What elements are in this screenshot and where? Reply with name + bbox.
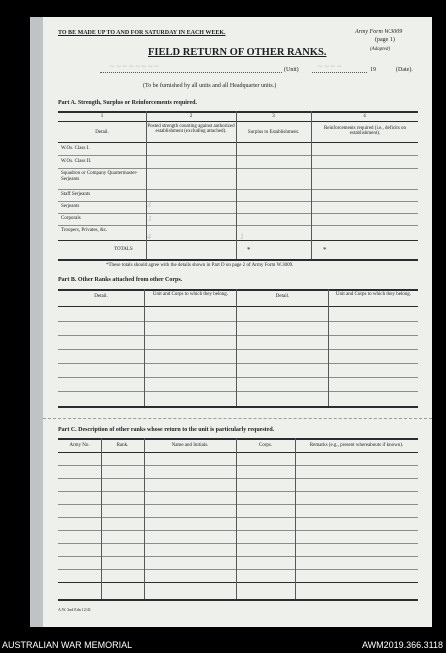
form-sheet [30, 17, 432, 627]
part-c-row-line [58, 543, 418, 544]
row-troopers: Troopers, Privates, &c. [61, 228, 108, 233]
part-b-bottom-rule [58, 406, 418, 408]
part-a-vline [311, 111, 312, 259]
date-label: (Date). [396, 67, 413, 73]
part-c-col-remarks: Remarks (e.g., present whereabouts if known). [309, 443, 404, 448]
row-wo-class-1: W.Os. Class I. [61, 146, 90, 151]
part-b-col-detail: Detail. [94, 294, 108, 299]
pencil-entries-col-3: 1 [240, 232, 244, 241]
part-c-col-rank: Rank. [116, 443, 129, 448]
part-c-vline [295, 438, 296, 599]
part-c-bottom-rule [58, 599, 418, 601]
form-number: Army Form W.3009 [355, 29, 403, 35]
row-divider [58, 155, 418, 156]
part-c-top-rule [58, 438, 418, 440]
part-b-vline [144, 289, 145, 406]
part-b-col-unit-corps: Unit and Corps to which they belong. [152, 292, 229, 297]
part-b-vline [328, 289, 329, 406]
part-c-vline [101, 438, 102, 599]
binding-strip [30, 17, 43, 627]
part-b-row-line [58, 349, 418, 350]
part-c-row-line [58, 465, 418, 466]
part-a-header-rule [58, 142, 418, 143]
row-cqms: Squadron or Company Quartermaster-Serjeants [61, 171, 138, 182]
part-c-row-line [58, 517, 418, 518]
col-number-2: 2 [189, 114, 193, 119]
part-b-row-line [58, 363, 418, 364]
col-number-4: 4 [363, 114, 366, 119]
part-c-row-line [58, 504, 418, 505]
part-a-col-surplus: Surplus to Establishment. [247, 130, 300, 135]
pencil-date-entry: ~ ~ ~ ~ [318, 62, 342, 71]
part-c-col-name: Name and Initials. [171, 443, 209, 448]
part-a-heading: Part A. Strength, Surplus or Reinforcements required. [58, 100, 197, 106]
row-divider [58, 225, 418, 226]
part-c-header-rule [58, 452, 418, 453]
part-c-row-line [58, 569, 418, 570]
archive-footer [0, 638, 446, 653]
row-divider [58, 201, 418, 202]
part-c-col-army-no: Army No. [69, 443, 90, 448]
date-line [312, 72, 367, 73]
col-number-1: 1 [100, 114, 104, 119]
year-prefix: 19 [370, 67, 376, 73]
row-divider [58, 168, 418, 169]
part-c-vline [236, 438, 237, 599]
adapted-note: (Adapted) [370, 47, 390, 52]
part-a-bottom-rule [58, 259, 418, 261]
pencil-entries-col-2: 1 [148, 214, 152, 223]
part-b-top-rule [58, 289, 418, 291]
part-b-vline [236, 289, 237, 406]
totals-label: TOTALS [114, 247, 133, 252]
part-c-row-line [58, 582, 418, 583]
part-b-row-line [58, 391, 418, 392]
part-b-row-line [58, 377, 418, 378]
part-a-col-detail: Detail. [95, 130, 109, 135]
row-serjeants: Serjeants [61, 204, 80, 209]
part-a-vline [236, 111, 237, 259]
part-c-row-line [58, 556, 418, 557]
row-divider [58, 189, 418, 190]
form-title: FIELD RETURN OF OTHER RANKS. [148, 47, 327, 58]
archive-name: AUSTRALIAN WAR MEMORIAL [2, 640, 133, 650]
part-c-row-line [58, 491, 418, 492]
part-a-vline [146, 111, 147, 259]
top-note: TO BE MADE UP TO AND FOR SATURDAY IN EACH WEEK. [58, 30, 226, 36]
part-a-number-rule [58, 121, 418, 122]
page-number: (page 1) [375, 37, 395, 43]
row-divider [58, 213, 418, 214]
col-number-3: 3 [272, 114, 275, 119]
totals-star-surplus: * [247, 246, 251, 254]
row-divider-totals [58, 240, 418, 241]
part-a-col-reinforcements: Reinforcements required (i.e., deficits on establishment). [323, 126, 407, 136]
part-c-row-line [58, 530, 418, 531]
part-b-heading: Part B. Other Ranks attached from other Corps. [58, 277, 183, 283]
part-c-col-corps: Corps. [258, 443, 273, 448]
fold-line [43, 418, 432, 419]
part-a-footnote: *These totals should agree with the details shown in Part D on page 2 of Army Form W.3009. [106, 263, 294, 268]
part-a-col-posted: Posted strength counting against authorized establishment (excluding attached). [147, 124, 235, 134]
part-c-heading: Part C. Description of other ranks whose return to the unit is particularly requested. [58, 427, 275, 433]
part-b-row-line [58, 335, 418, 336]
totals-star-reinforcements: * [323, 246, 327, 254]
part-b-col-unit-corps: Unit and Corps to which they belong. [335, 292, 412, 297]
part-a-top-rule [58, 111, 418, 113]
part-b-row-line [58, 321, 418, 322]
unit-line [100, 72, 282, 73]
pencil-entries-col-2: 3 [147, 200, 151, 209]
pencil-entries-col-2: 4 [147, 232, 151, 241]
accession-number: AWM2019.366.3118 [361, 640, 443, 650]
row-corporals: Corporals [61, 216, 81, 221]
unit-label: (Unit) [284, 67, 299, 73]
part-b-header-rule [58, 306, 418, 307]
row-wo-class-2: W.Os. Class II. [61, 159, 92, 164]
furnished-note: (To be furnished by all units and all Headquarter units.) [143, 83, 277, 89]
part-c-vline [144, 438, 145, 599]
print-code: A.W. 2nd Edn 12/41 [58, 607, 91, 612]
part-c-row-line [58, 478, 418, 479]
part-b-col-detail: Detail. [275, 294, 290, 299]
row-staff-serjeants: Staff Serjeants [61, 192, 91, 197]
pencil-unit-entry: ~ ~ ~ ~ ~ ~ ~ ~ [110, 62, 159, 71]
